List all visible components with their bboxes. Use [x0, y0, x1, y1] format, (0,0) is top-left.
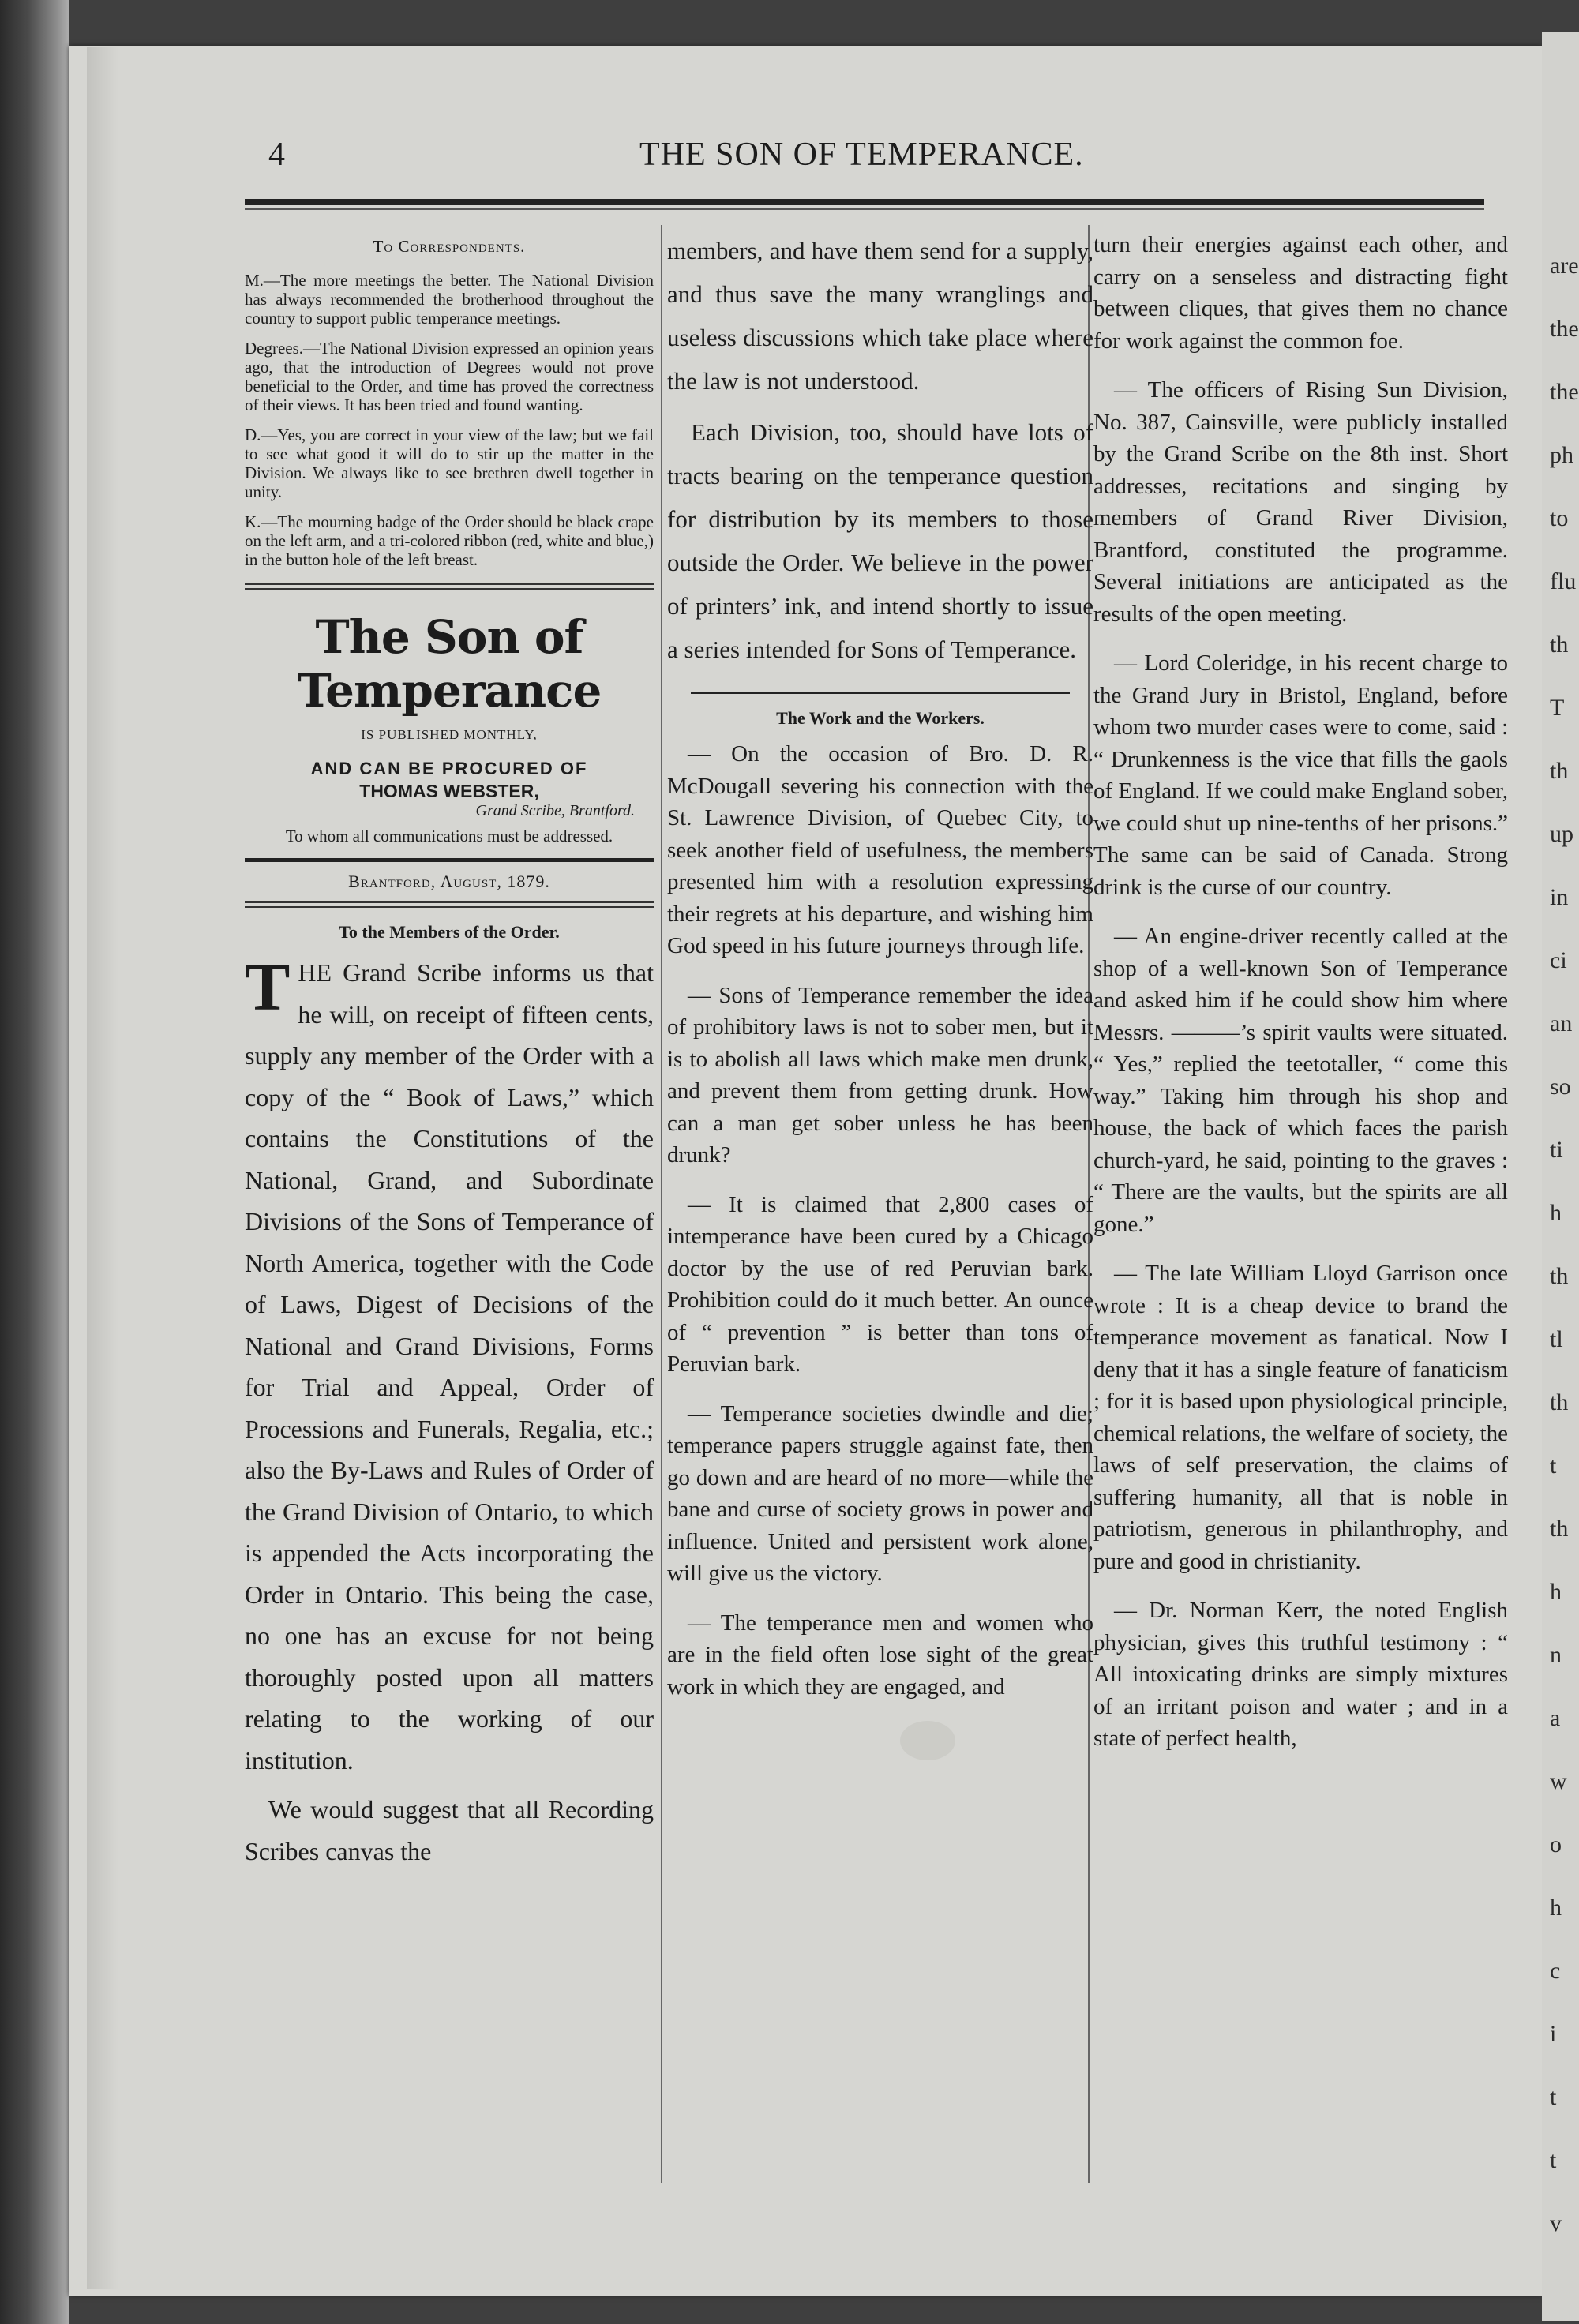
adjacent-page-fragment: t	[1550, 1452, 1557, 1479]
correspondent-note: Degrees.—The National Division expressed an opinion years ago, that the introduction of Degrees would not prove beneficial to the Order, and time has proved the correctness of their views. It has been tried and found wanting.	[245, 339, 654, 414]
adjacent-page-fragment: an	[1550, 1010, 1573, 1036]
drop-cap: T	[245, 949, 291, 1025]
paper-stain	[900, 1721, 955, 1760]
publisher-name: THOMAS WEBSTER,	[359, 781, 539, 801]
correspondent-note: D.—Yes, you are correct in your view of the law; but we fail to see what good it will do to stir up the matter in the Division. We always like to see brethren dwell together in unity.	[245, 425, 654, 501]
scanner-background	[0, 0, 69, 2324]
section-rule	[245, 858, 654, 862]
column-3	[1093, 229, 1508, 1772]
news-item: — On the occasion of Bro. D. R. McDougall severing his connection with the St. Lawrence Division, of Quebec City, to seek another field of usefulness, the members presented him with a resolution expressing their regrets at his departure, and wishing him God speed in his future journeys through life.	[667, 741, 1093, 958]
section-rule	[245, 901, 654, 908]
page-number: 4	[268, 137, 285, 173]
news-item: — It is claimed that 2,800 cases of intemperance have been cured by a Chicago doctor by the use of red Peruvian bark. Prohibition could do it much better. An ounce of “ prevention ” is better than tons of Peruvian bark.	[667, 1191, 1093, 1377]
adjacent-page-fragment: in	[1550, 884, 1569, 910]
correspondents-heading: To Correspondents.	[373, 237, 526, 256]
news-item: — Dr. Norman Kerr, the noted English physician, gives this truthful testimony : “ All intoxicating drinks are simply mixtures of an irritant poison and water ; and in a state of perfect health,	[1093, 1598, 1508, 1751]
column-1	[245, 229, 654, 1880]
adjacent-page-fragment: up	[1550, 821, 1573, 847]
adjacent-page-fragment: ti	[1550, 1137, 1563, 1163]
adjacent-page-fragment: c	[1550, 1958, 1561, 1984]
members-paragraph	[245, 949, 654, 1781]
page-edge-shadow	[87, 47, 118, 2289]
publisher-title-text: Grand Scribe, Brantford.	[475, 802, 635, 819]
adjacent-page-fragment: so	[1550, 1074, 1571, 1100]
adjacent-page-fragment: the	[1550, 316, 1579, 342]
section-rule	[245, 583, 654, 590]
dateline: Brantford, August, 1879.	[348, 872, 550, 891]
adjacent-page-fragment: a	[1550, 1705, 1561, 1731]
correspondent-note: K.—The mourning badge of the Order should be black crape on the left arm, and a tri-colored ribbon (red, white and blue,) in the button hole of the left breast.	[245, 512, 654, 569]
column-2	[667, 229, 1093, 1720]
procured-line: AND CAN BE PROCURED OF	[310, 759, 588, 778]
adjacent-page-fragment: h	[1550, 1895, 1562, 1921]
adjacent-page-fragment: are	[1550, 253, 1579, 279]
members-paragraph: We would suggest that all Recording Scribes canvas the	[245, 1795, 654, 1865]
work-items	[667, 738, 1093, 1703]
publisher-title	[245, 802, 654, 820]
masthead: The Son of Temperance	[297, 610, 602, 718]
adjacent-page-fragment: o	[1550, 1831, 1562, 1857]
news-item: — An engine-driver recently called at the shop of a well-known Son of Temperance and asked him if he could show him where Messrs. ———’s spirit vaults were situated. “ Yes,” replied the teetotaller, “ come this way.” Taking him through his shop and house, the back of which faces the parish church-yard, he said, pointing to the graves : “ There are the vaults, but the spirits are all gone.”	[1093, 924, 1508, 1237]
adjacent-page-fragment: v	[1550, 2210, 1562, 2236]
news-item: — The temperance men and women who are in the field often lose sight of the great work in which they are engaged, and	[667, 1610, 1093, 1700]
page-header	[268, 136, 1484, 183]
news-item: — The late William Lloyd Garrison once wrote : It is a cheap device to brand the temperance movement as fanatical. Now I deny that it has a single feature of fanaticism ; for it is based upon physiological principle, chemical relations, the welfare of society, the laws of self preservation, the claims of suffering humanity, all that is noble in patriotism, generous in philanthrophy, and pure and good in christianity.	[1093, 1261, 1508, 1574]
header-rule	[245, 199, 1484, 205]
adjacent-page-fragment: i	[1550, 2021, 1557, 2047]
adjacent-page-fragment: t	[1550, 2147, 1557, 2173]
section-rule	[691, 692, 1070, 694]
correspondents-notes	[245, 271, 654, 569]
adjacent-page-fragment: th	[1550, 758, 1569, 784]
adjacent-page-fragment: w	[1550, 1768, 1567, 1794]
adjacent-page-fragment: th	[1550, 1516, 1569, 1542]
work-heading: The Work and the Workers.	[776, 708, 985, 728]
work-items-continued	[1093, 229, 1508, 1755]
communications-note: To whom all communications must be addressed.	[285, 827, 613, 845]
news-item: — Lord Coleridge, in his recent charge to the Grand Jury in Bristol, England, before whom two murder cases were to come, said : “ Drunkenness is the vice that fills the gaols of England. If we could make England sober, we could shut up nine-tenths of her prisons.” The same can be said of Canada. Strong drink is the curse of our country.	[1093, 650, 1508, 900]
adjacent-page-fragment: T	[1550, 695, 1565, 721]
column-divider	[661, 225, 662, 2183]
header-rule-thin	[245, 208, 1484, 210]
news-item: — The officers of Rising Sun Division, No. 387, Cainsville, were publicly installed by the Grand Scribe on the 8th inst. Short addresses, recitations and singing by members of Grand River Division, Brantford, constituted the programme. Several initiations are anticipated as the results of the open meeting.	[1093, 377, 1508, 627]
adjacent-page-fragment: to	[1550, 505, 1569, 531]
article-paragraph: members, and have them send for a supply, and thus save the many wranglings and useless discussions which take place where the law is not understood.	[667, 237, 1093, 395]
adjacent-page-fragment: flu	[1550, 568, 1577, 594]
news-item: — Sons of Temperance remember the idea of prohibitory laws is not to sober men, but it is to abolish all laws which make men drunk, and prevent them from getting drunk. How can a man get sober unless he has been drunk?	[667, 982, 1093, 1168]
adjacent-page-fragment: h	[1550, 1579, 1562, 1605]
published-monthly: IS PUBLISHED MONTHLY,	[361, 727, 538, 742]
members-text: HE Grand Scribe informs us that he will, on receipt of fifteen cents, supply any member of the Order with a copy of the “ Book of Laws,” which contains the Constitutions of the National, Grand, and Subordinate Divisions of the Sons of Temperance of North America, together with the Code of Laws, Digest of Decisions of the National and Grand Divisions, Forms for Trial and Appeal, Order of Processions and Funerals, Regalia, etc.; also the By-Laws and Rules of Order of the Grand Division of Ontario, to which is appended the Acts incorporating the Order in Ontario. This being the case, no one has an excuse for not being thoroughly posted upon all matters relating to the working of our institution.	[245, 958, 654, 1775]
adjacent-page-fragment: n	[1550, 1642, 1562, 1668]
adjacent-page-fragment: ci	[1550, 947, 1567, 973]
adjacent-page-edge	[1542, 32, 1579, 2321]
members-heading: To the Members of the Order.	[339, 922, 560, 942]
adjacent-page-fragment: t	[1550, 2084, 1557, 2110]
adjacent-page-fragment: the	[1550, 379, 1579, 405]
adjacent-page-fragment: ph	[1550, 442, 1573, 468]
adjacent-page-fragment: th	[1550, 632, 1569, 658]
adjacent-page-fragment: h	[1550, 1200, 1562, 1226]
adjacent-page-fragment: tl	[1550, 1326, 1563, 1352]
continued-article	[667, 229, 1093, 671]
news-item: — Temperance societies dwindle and die; temperance papers struggle against fate, then go down and are heard of no more—while the bane and curse of society grows in power and influence. United and persistent work alone, will give us the victory.	[667, 1400, 1093, 1586]
members-article	[245, 949, 654, 1872]
news-item: turn their energies against each other, and carry on a senseless and distracting fight between cliques, that gives them no chance for work against the common foe.	[1093, 232, 1508, 354]
adjacent-page-fragment: th	[1550, 1389, 1569, 1415]
running-title: THE SON OF TEMPERANCE.	[639, 137, 1084, 173]
correspondent-note: M.—The more meetings the better. The National Division has always recommended the brotherhood throughout the country to support public temperance meetings.	[245, 271, 654, 328]
adjacent-page-fragment: th	[1550, 1263, 1569, 1289]
article-paragraph: Each Division, too, should have lots of tracts bearing on the temperance question for distribution by its members to those outside the Order. We believe in the power of printers’ ink, and intend shortly to issue a series intended for Sons of Temperance.	[667, 418, 1093, 663]
